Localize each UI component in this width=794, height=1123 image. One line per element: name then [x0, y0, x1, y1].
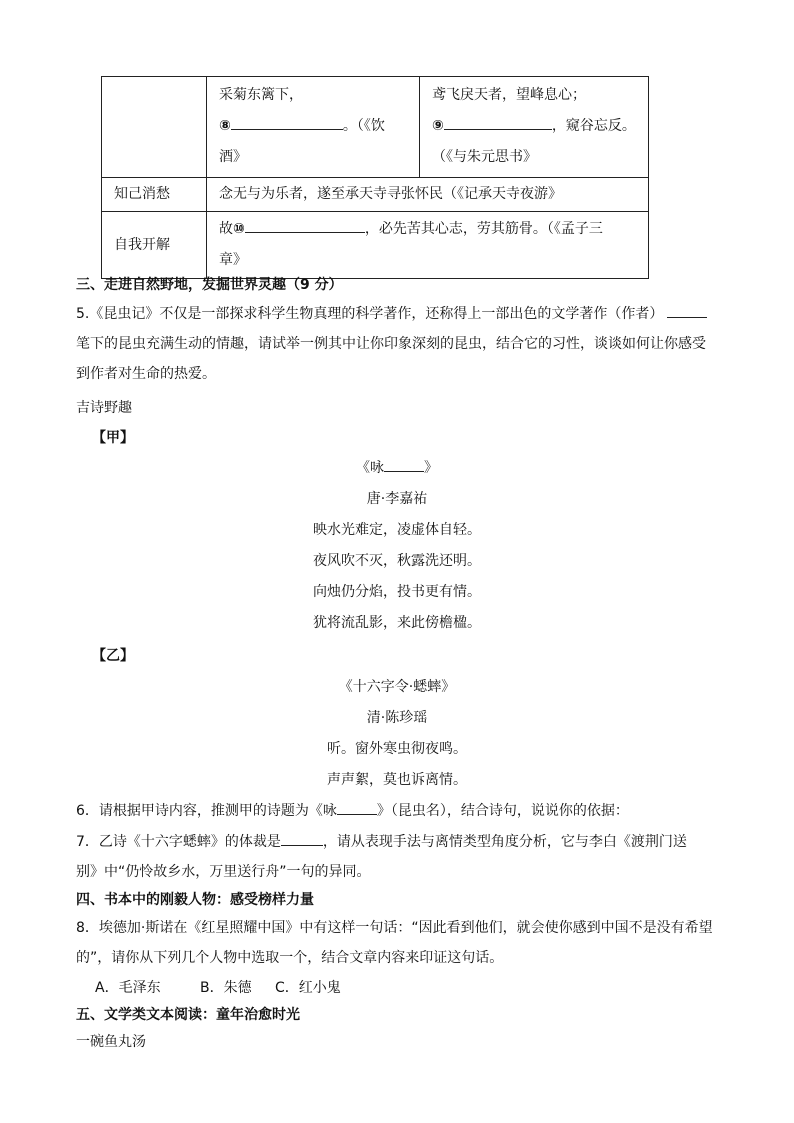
verse-text: ，窥谷忘反。	[551, 118, 636, 134]
verse-line: 采菊东篱下，	[219, 87, 303, 103]
question-text: ，请从表现手法与离情类型角度分析，它与李白《渡荆门送	[322, 834, 687, 850]
answer-blank[interactable]	[384, 457, 424, 472]
option-c: C．红小鬼	[275, 980, 341, 996]
verse-text: ，必先苦其心志，劳其筋骨。（《孟子三	[364, 221, 603, 237]
section-heading: 五、文学类文本阅读：童年治愈时光	[76, 1007, 300, 1023]
table-cell: 念无与为乐者，遂至承天寺寻张怀民（《记承天寺夜游》	[207, 178, 649, 212]
verse-text: 故	[219, 221, 233, 237]
question-6	[76, 800, 629, 820]
question-text: 到作者对生命的热爱。	[76, 366, 216, 382]
answer-blank[interactable]	[281, 831, 323, 846]
question-text: 》（昆虫名），结合诗句，说说你的依据：	[376, 803, 629, 819]
question-text: 7．乙诗《十六字蟋蟀》的体裁是	[76, 834, 281, 850]
option-a: A．毛泽东	[95, 980, 161, 996]
poem-author: 唐·李嘉祐	[366, 491, 428, 507]
poem-line: 向烛仍分焰，投书更有情。	[313, 584, 481, 600]
fill-blank-line	[432, 111, 648, 142]
option-b: B．朱德	[200, 980, 252, 996]
table-category-cell: 自我开解	[102, 212, 207, 279]
verse-text: 。（《饮	[342, 118, 385, 134]
table-cell	[207, 212, 649, 279]
question-text: 别》中“仍怜故乡水，万里送行舟”一句的异同。	[76, 864, 371, 880]
question-7	[76, 831, 687, 851]
blank-number: ⑨	[432, 118, 444, 134]
poem-line: 听。窗外寒虫彻夜鸣。	[327, 741, 467, 757]
table-row	[102, 178, 649, 212]
poem-title	[0, 457, 794, 477]
table-cell	[420, 77, 649, 178]
fill-blank-line	[219, 214, 648, 245]
poem-title-text: 《咏	[356, 460, 384, 476]
question-text: 6．请根据甲诗内容，推测甲的诗题为《咏	[76, 803, 337, 819]
table-category-cell: 知己消愁	[102, 178, 207, 212]
blank-number: ⑧	[219, 118, 231, 134]
answer-blank[interactable]	[444, 113, 552, 130]
poem-line: 夜风吹不灭，秋露洗还明。	[313, 553, 481, 569]
fill-blank-line	[219, 111, 419, 142]
verse-line: 章》	[219, 252, 247, 268]
poem-author: 清·陈珍瑶	[366, 710, 428, 726]
table-row	[102, 77, 649, 178]
table-category-cell	[102, 77, 207, 178]
verse-line: （《与朱元思书》	[432, 149, 537, 165]
poem-line: 犹将流乱影，来此傍檐楹。	[313, 615, 481, 631]
poem-label: 【甲】	[92, 430, 134, 446]
answer-blank[interactable]	[667, 303, 707, 318]
section-heading: 三、走进自然野地，发掘世界灵趣（9 分）	[76, 277, 343, 293]
subheading: 一碗鱼丸汤	[76, 1034, 146, 1050]
question-text: 笔下的昆虫充满生动的情趣，请试举一例其中让你印象深刻的昆虫，结合它的习性，谈谈如何让你感受	[76, 336, 706, 352]
question-8: 8．埃德加·斯诺在《红星照耀中国》中有这样一句话：“因此看到他们，就会使你感到中国不是没有希望	[76, 920, 713, 936]
answer-blank[interactable]	[337, 800, 377, 815]
question-text: 的”，请你从下列几个人物中选取一个，结合文章内容来印证这句话。	[76, 950, 504, 966]
answer-blank[interactable]	[245, 216, 365, 233]
answer-blank[interactable]	[231, 113, 343, 130]
blank-number: ⑩	[233, 221, 245, 237]
poem-title-text: 》	[424, 460, 438, 476]
section-heading: 四、书本中的刚毅人物：感受榜样力量	[76, 892, 314, 908]
poem-label: 【乙】	[92, 648, 134, 664]
question-text: 5.《昆虫记》不仅是一部探求科学生物真理的科学著作，还称得上一部出色的文学著作（作者）	[76, 306, 664, 322]
poem-title: 《十六字令·蟋蟀》	[338, 679, 456, 695]
table-row	[102, 212, 649, 279]
table-cell	[207, 77, 420, 178]
poem-line: 映水光难定，凌虚体自轻。	[313, 522, 481, 538]
verse-line: 酒》	[219, 149, 247, 165]
subheading: 吉诗野趣	[76, 400, 132, 416]
verse-line: 鸢飞戾天者，望峰息心；	[432, 87, 586, 103]
poem-line: 声声絮，莫也诉离情。	[327, 772, 467, 788]
question-5	[76, 303, 707, 323]
poetry-table	[101, 76, 649, 279]
